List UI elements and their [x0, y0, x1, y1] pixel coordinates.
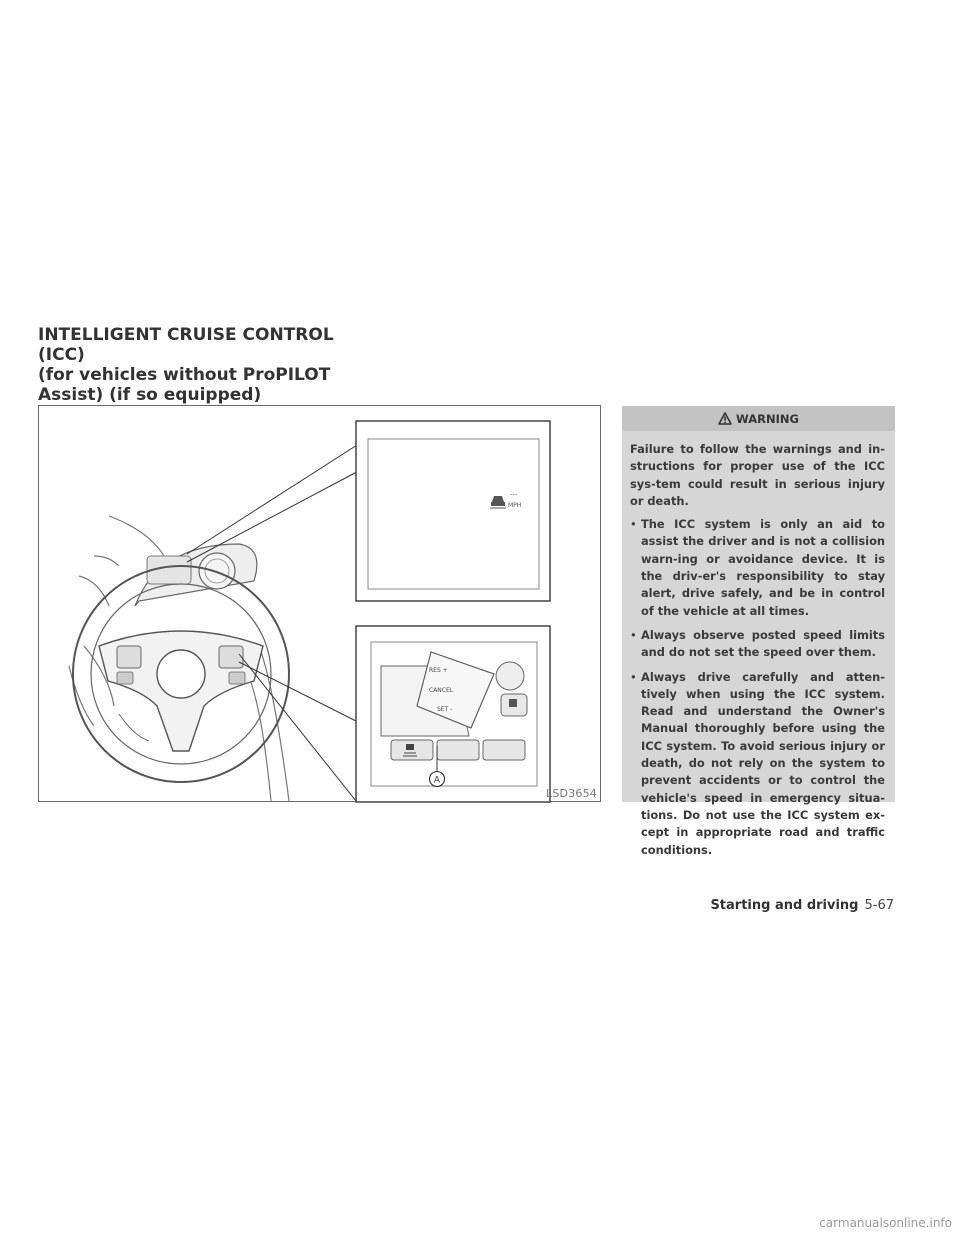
warning-item: • Always drive carefully and atten-tively when using the ICC system. Read and understand the Owner's Manual thoroughly before using the ICC system. To avoid serious injury or death, do not rely on the system to prevent accidents or to control the vehicle's speed in emergency situa-tions. Do not use the ICC system ex-cept in appropriate road and traffic conditions.	[630, 669, 885, 859]
warning-box	[622, 406, 895, 857]
leader-lines	[187, 438, 368, 801]
cluster	[135, 544, 257, 606]
section-title-line-2: (for vehicles without ProPILOT	[38, 365, 331, 385]
warning-header	[622, 406, 895, 431]
switch-inset	[356, 626, 550, 802]
footer-section-name: Starting and driving	[710, 898, 859, 913]
steering-assist-icon	[509, 699, 517, 707]
warning-body	[622, 431, 895, 859]
set-minus-button: SET -	[437, 706, 453, 713]
steering-wheel-illustration	[38, 405, 601, 802]
section-title-line-1: INTELLIGENT CRUISE CONTROL (ICC)	[38, 325, 334, 365]
page-number: 5-67	[864, 898, 894, 913]
warning-heading: WARNING	[736, 411, 799, 426]
section-title-line-3: Assist) (if so equipped)	[38, 385, 262, 405]
cancel-button: CANCEL	[429, 687, 454, 694]
warning-list	[630, 516, 885, 859]
res-plus-button: RES +	[429, 667, 448, 674]
section-title	[38, 325, 368, 405]
warning-triangle-icon	[718, 412, 732, 425]
warning-item: • The ICC system is only an aid to assist the driver and is not a collision warn-ing or avoidance device. It is the driv-er's responsibility to stay alert, drive safely, and be in control of the vehicle at all times.	[630, 516, 885, 620]
warning-intro: Failure to follow the warnings and in-structions for proper use of the ICC sys-tem could result in serious injury or death.	[630, 442, 885, 508]
watermark: carmanualsonline.info	[819, 1216, 952, 1230]
figure-code: LSD3654	[546, 787, 597, 800]
page-footer	[710, 898, 894, 913]
steering-wheel-drawing	[39, 406, 602, 803]
warning-item: • Always observe posted speed limits and do not set the speed over them.	[630, 627, 885, 662]
display-unit: MPH	[508, 502, 522, 509]
display-dashes: ---	[510, 491, 518, 499]
display-inset	[356, 421, 550, 601]
callout-a-label: A	[433, 775, 441, 786]
